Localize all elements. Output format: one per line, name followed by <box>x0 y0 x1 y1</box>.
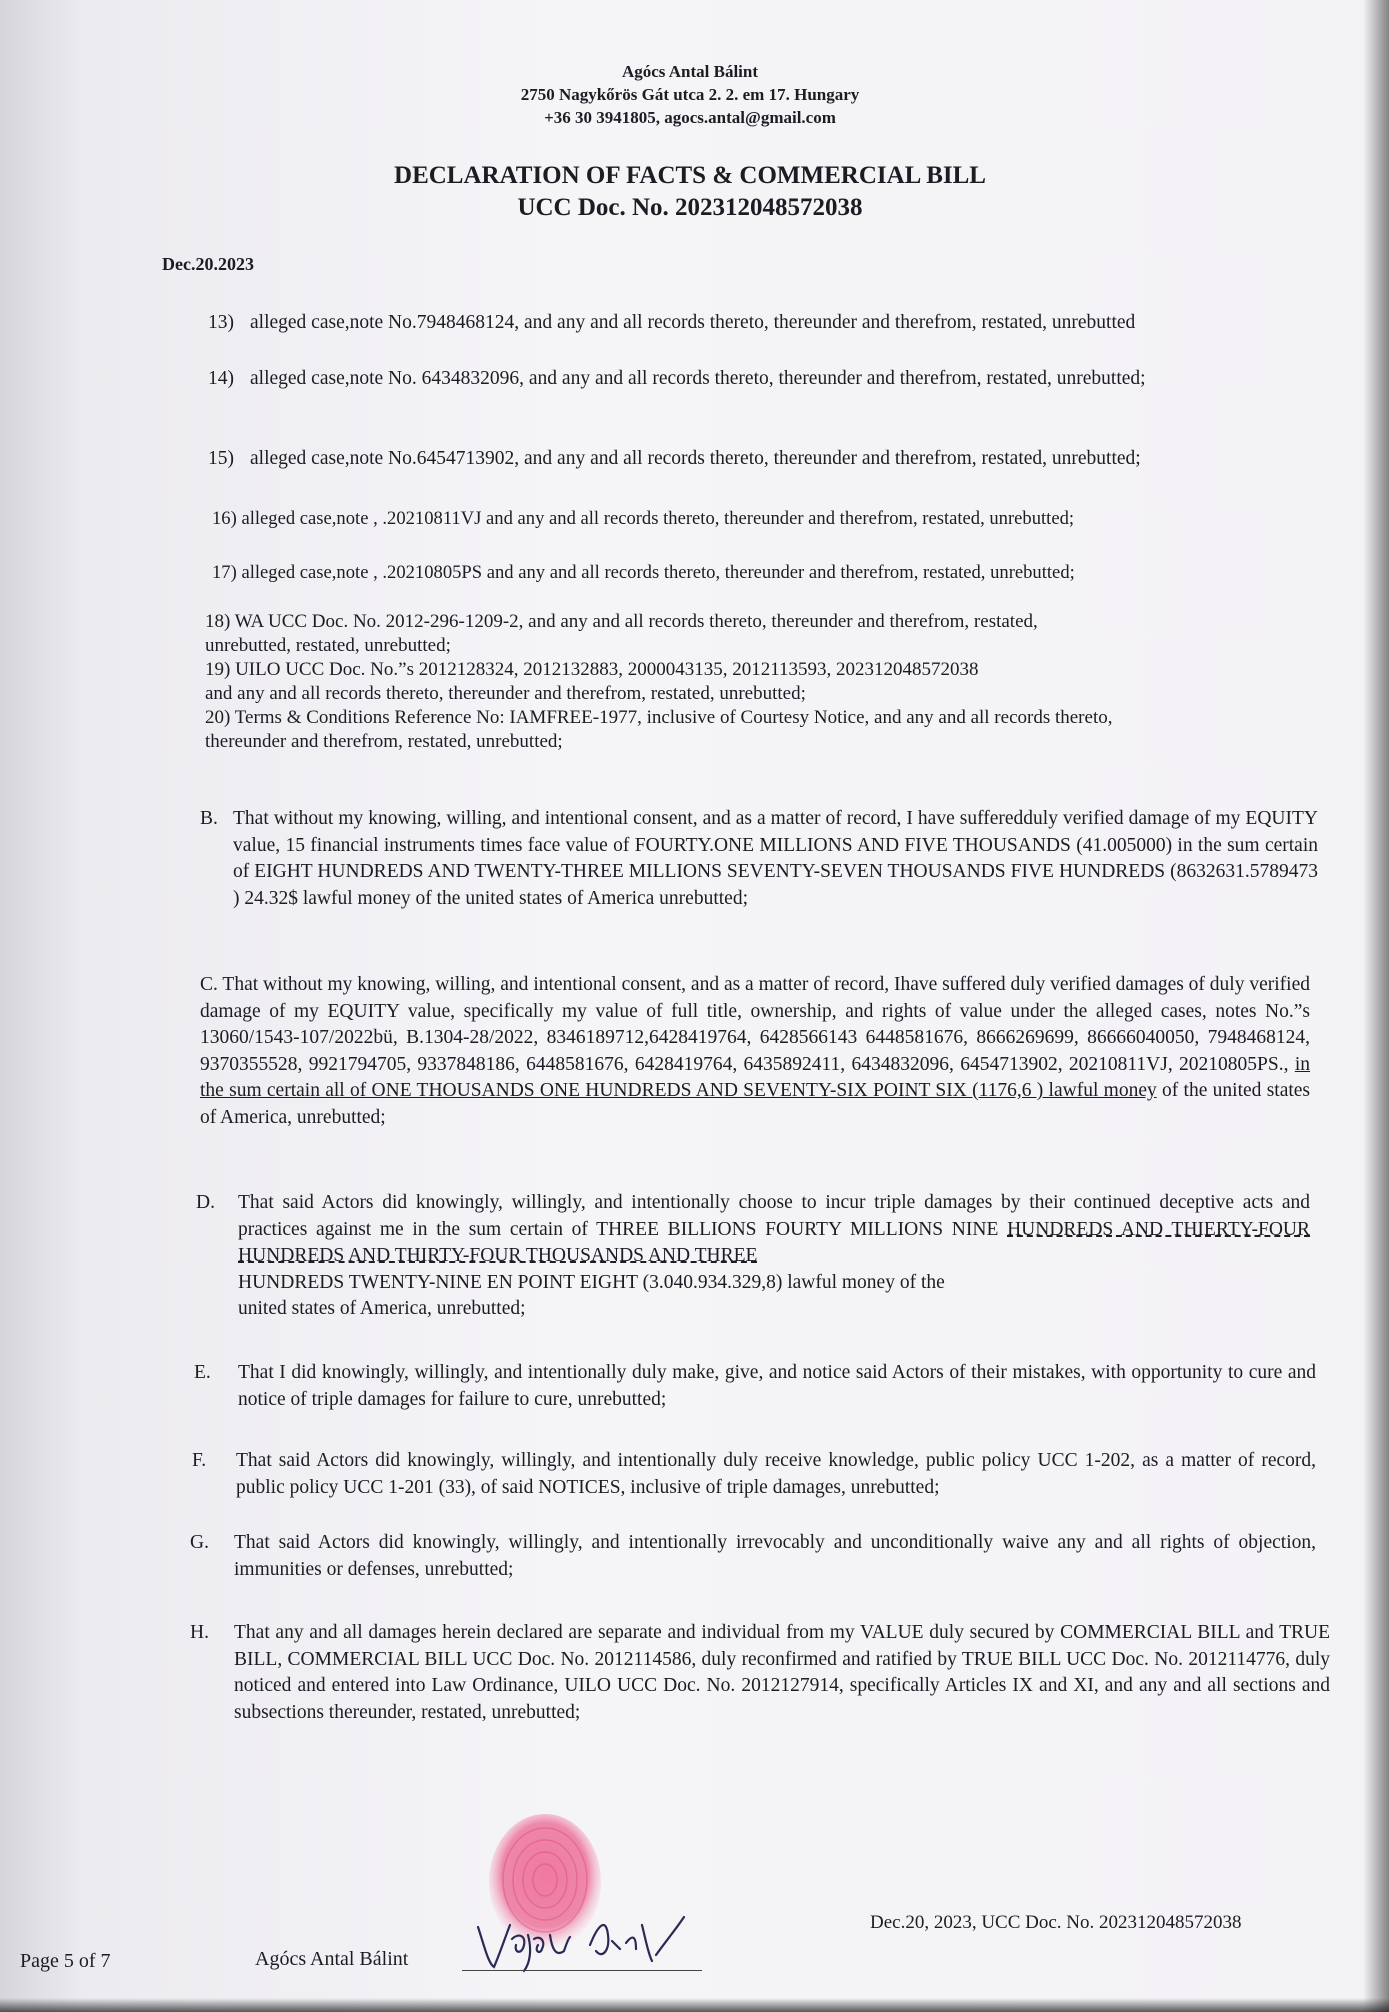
sender-address: 2750 Nagykőrös Gát utca 2. 2. em 17. Hungary <box>520 85 860 104</box>
list-item <box>212 560 1302 587</box>
underlined-sum: in the sum certain all of ONE THOUSANDS ONE HUNDREDS AND SEVENTY-SIX POINT SIX (1176,6 ) lawful money <box>200 1053 1310 1101</box>
paragraph-b <box>200 806 1318 912</box>
item-18-line-2: unrebutted, restated, unrebutted; <box>205 635 451 656</box>
item-20-line-1: 20) Terms & Conditions Reference No: IAMFREE-1977, inclusive of Courtesy Notice, and any and all records thereto, <box>205 707 1113 728</box>
paragraph-letter: H. <box>190 1622 209 1643</box>
list-item <box>208 446 1296 473</box>
paragraph-text: That any and all damages herein declared are separate and individual from my VALUE duly secured by COMMERCIAL BILL and TRUE BILL, COMMERCIAL BILL UCC Doc. No. 2012114586, duly reconfirmed and ratified by TRUE BILL UCC Doc. No. 2012114776, duly noticed and entered into Law Ordinance, UILO UCC Doc. No. 2012127914, specifically Articles IX and XI, and any and all sections and subsections thereunder, restated, unrebutted; <box>234 1622 1330 1723</box>
item-19-line-1: 19) UILO UCC Doc. No.”s 2012128324, 2012132883, 2000043135, 2012113593, 202312048572038 <box>205 659 979 680</box>
page-number: Page 5 of 7 <box>20 1950 111 1972</box>
item-text: alleged case,note , .20210805PS and any and all records thereto, thereunder and therefrom, restated, unrebutted; <box>241 562 1075 583</box>
page-edge-shadow <box>1363 0 1389 2012</box>
paragraph-c <box>200 972 1310 1131</box>
item-number: 14) <box>208 368 234 389</box>
list-item <box>208 366 1293 393</box>
paragraph-letter: D. <box>196 1192 215 1213</box>
paragraph-text: That said Actors did knowingly, willingly, and intentionally duly receive knowledge, public policy UCC 1-202, as a matter of record, public policy UCC 1-201 (33), of said NOTICES, inclusive of triple damages, unrebutted; <box>236 1450 1316 1498</box>
item-20-line-2: thereunder and therefrom, restated, unrebutted; <box>205 731 563 752</box>
list-item <box>212 506 1302 533</box>
item-number: 17) <box>212 562 237 583</box>
document-date: Dec.20.2023 <box>162 254 254 274</box>
paragraph-text: That said Actors did knowingly, willingly, and intentionally irrevocably and unconditionally waive any and all rights of objection, immunities or defenses, unrebutted; <box>234 1532 1316 1580</box>
page-bottom-shadow <box>0 1998 1389 2012</box>
item-18-line-1: 18) WA UCC Doc. No. 2012-296-1209-2, and any and all records thereto, thereunder and therefrom, restated, <box>205 611 1038 632</box>
paragraph-d <box>196 1190 1310 1323</box>
records-block <box>205 610 1315 754</box>
paragraph-letter: F. <box>192 1450 207 1471</box>
handwritten-signature <box>470 1905 710 1975</box>
letterhead <box>300 60 1080 129</box>
paragraph-letter: G. <box>190 1532 209 1553</box>
paragraph-text: That without my knowing, willing, and intentional consent, and as a matter of record, I have sufferedduly verified damage of my EQUITY value, 15 financial instruments times face value of FOURTY.ONE MILLIONS AND FIVE THOUSANDS (41.005000) in the sum certain of EIGHT HUNDREDS AND TWENTY-THREE MILLIONS SEVENTY-SEVEN THOUSANDS FIVE HUNDREDS (8632631.5789473 ) 24.32$ lawful money of the united states of America unrebutted; <box>233 808 1318 909</box>
item-text: alleged case,note , .20210811VJ and any and all records thereto, thereunder and therefrom, restated, unrebutted; <box>241 508 1075 529</box>
title-line-2: UCC Doc. No. 202312048572038 <box>517 194 863 221</box>
paragraph-text: C. That without my knowing, willing, and intentional consent, and as a matter of record, Ihave suffered duly verified damages of duly verified damage of my EQUITY value, specifically my value of full title, ownership, and rights of value under the alleged cases, notes No.”s 13060/1543-107/2022bü, B.1304-28/2022, 8346189712,6428419764, 6428566143 6448581676, 8666269699, 86666040050, 7948468124, 9370355528, 9921794705, 9337848186, 6448581676, 6428419764, 6435892411, 6434832096, 6454713902, 20210811VJ, 20210805PS., <box>200 974 1310 1075</box>
item-text: alleged case,note No.7948468124, and any and all records thereto, thereunder and therefrom, restated, unrebutted <box>250 312 1136 333</box>
paragraph-f <box>192 1448 1316 1501</box>
dashed-sum: HUNDREDS AND THIERTY-FOUR HUNDREDS AND THIRTY-FOUR THOUSANDS AND THREE <box>238 1218 1310 1266</box>
paragraph-text-end: united states of America, unrebutted; <box>238 1298 526 1319</box>
document-title <box>300 160 1080 224</box>
footer-reference: Dec.20, 2023, UCC Doc. No. 202312048572038 <box>870 1912 1242 1933</box>
item-number: 13) <box>208 312 234 333</box>
sender-name: Agócs Antal Bálint <box>621 62 759 81</box>
signature-line <box>462 1970 702 1971</box>
paragraph-text-end: of the united states of America, unrebutted; <box>200 1080 1311 1128</box>
paragraph-text: That I did knowingly, willingly, and intentionally duly make, give, and notice said Actors of their mistakes, with opportunity to cure and notice of triple damages for failure to cure, unrebutted; <box>238 1362 1316 1410</box>
sender-contact: +36 30 3941805, agocs.antal@gmail.com <box>544 108 836 127</box>
title-line-1: DECLARATION OF FACTS & COMMERCIAL BILL <box>394 162 986 189</box>
paragraph-e <box>194 1360 1316 1413</box>
footer-signer-name: Agócs Antal Bálint <box>255 1948 409 1970</box>
paragraph-text: That said Actors did knowingly, willingly, and intentionally choose to incur triple damages by their continued deceptive acts and practices against me in the sum certain of THREE BILLIONS FOURTY MILLIONS NINE <box>238 1192 1310 1240</box>
item-number: 16) <box>212 508 237 529</box>
item-19-line-2: and any and all records thereto, thereunder and therefrom, restated, unrebutted; <box>205 683 806 704</box>
paragraph-letter: B. <box>200 808 218 829</box>
paragraph-text-cont: HUNDREDS TWENTY-NINE EN POINT EIGHT (3.040.934.329,8) lawful money of the <box>238 1271 945 1293</box>
paragraph-h <box>190 1620 1330 1726</box>
paragraph-letter: E. <box>194 1362 211 1383</box>
item-text: alleged case,note No. 6434832096, and any and all records thereto, thereunder and therefrom, restated, unrebutted; <box>250 368 1146 389</box>
item-text: alleged case,note No.6454713902, and any and all records thereto, thereunder and therefrom, restated, unrebutted; <box>250 448 1141 469</box>
paragraph-g <box>190 1530 1316 1583</box>
list-item <box>208 310 1293 337</box>
item-number: 15) <box>208 448 234 469</box>
